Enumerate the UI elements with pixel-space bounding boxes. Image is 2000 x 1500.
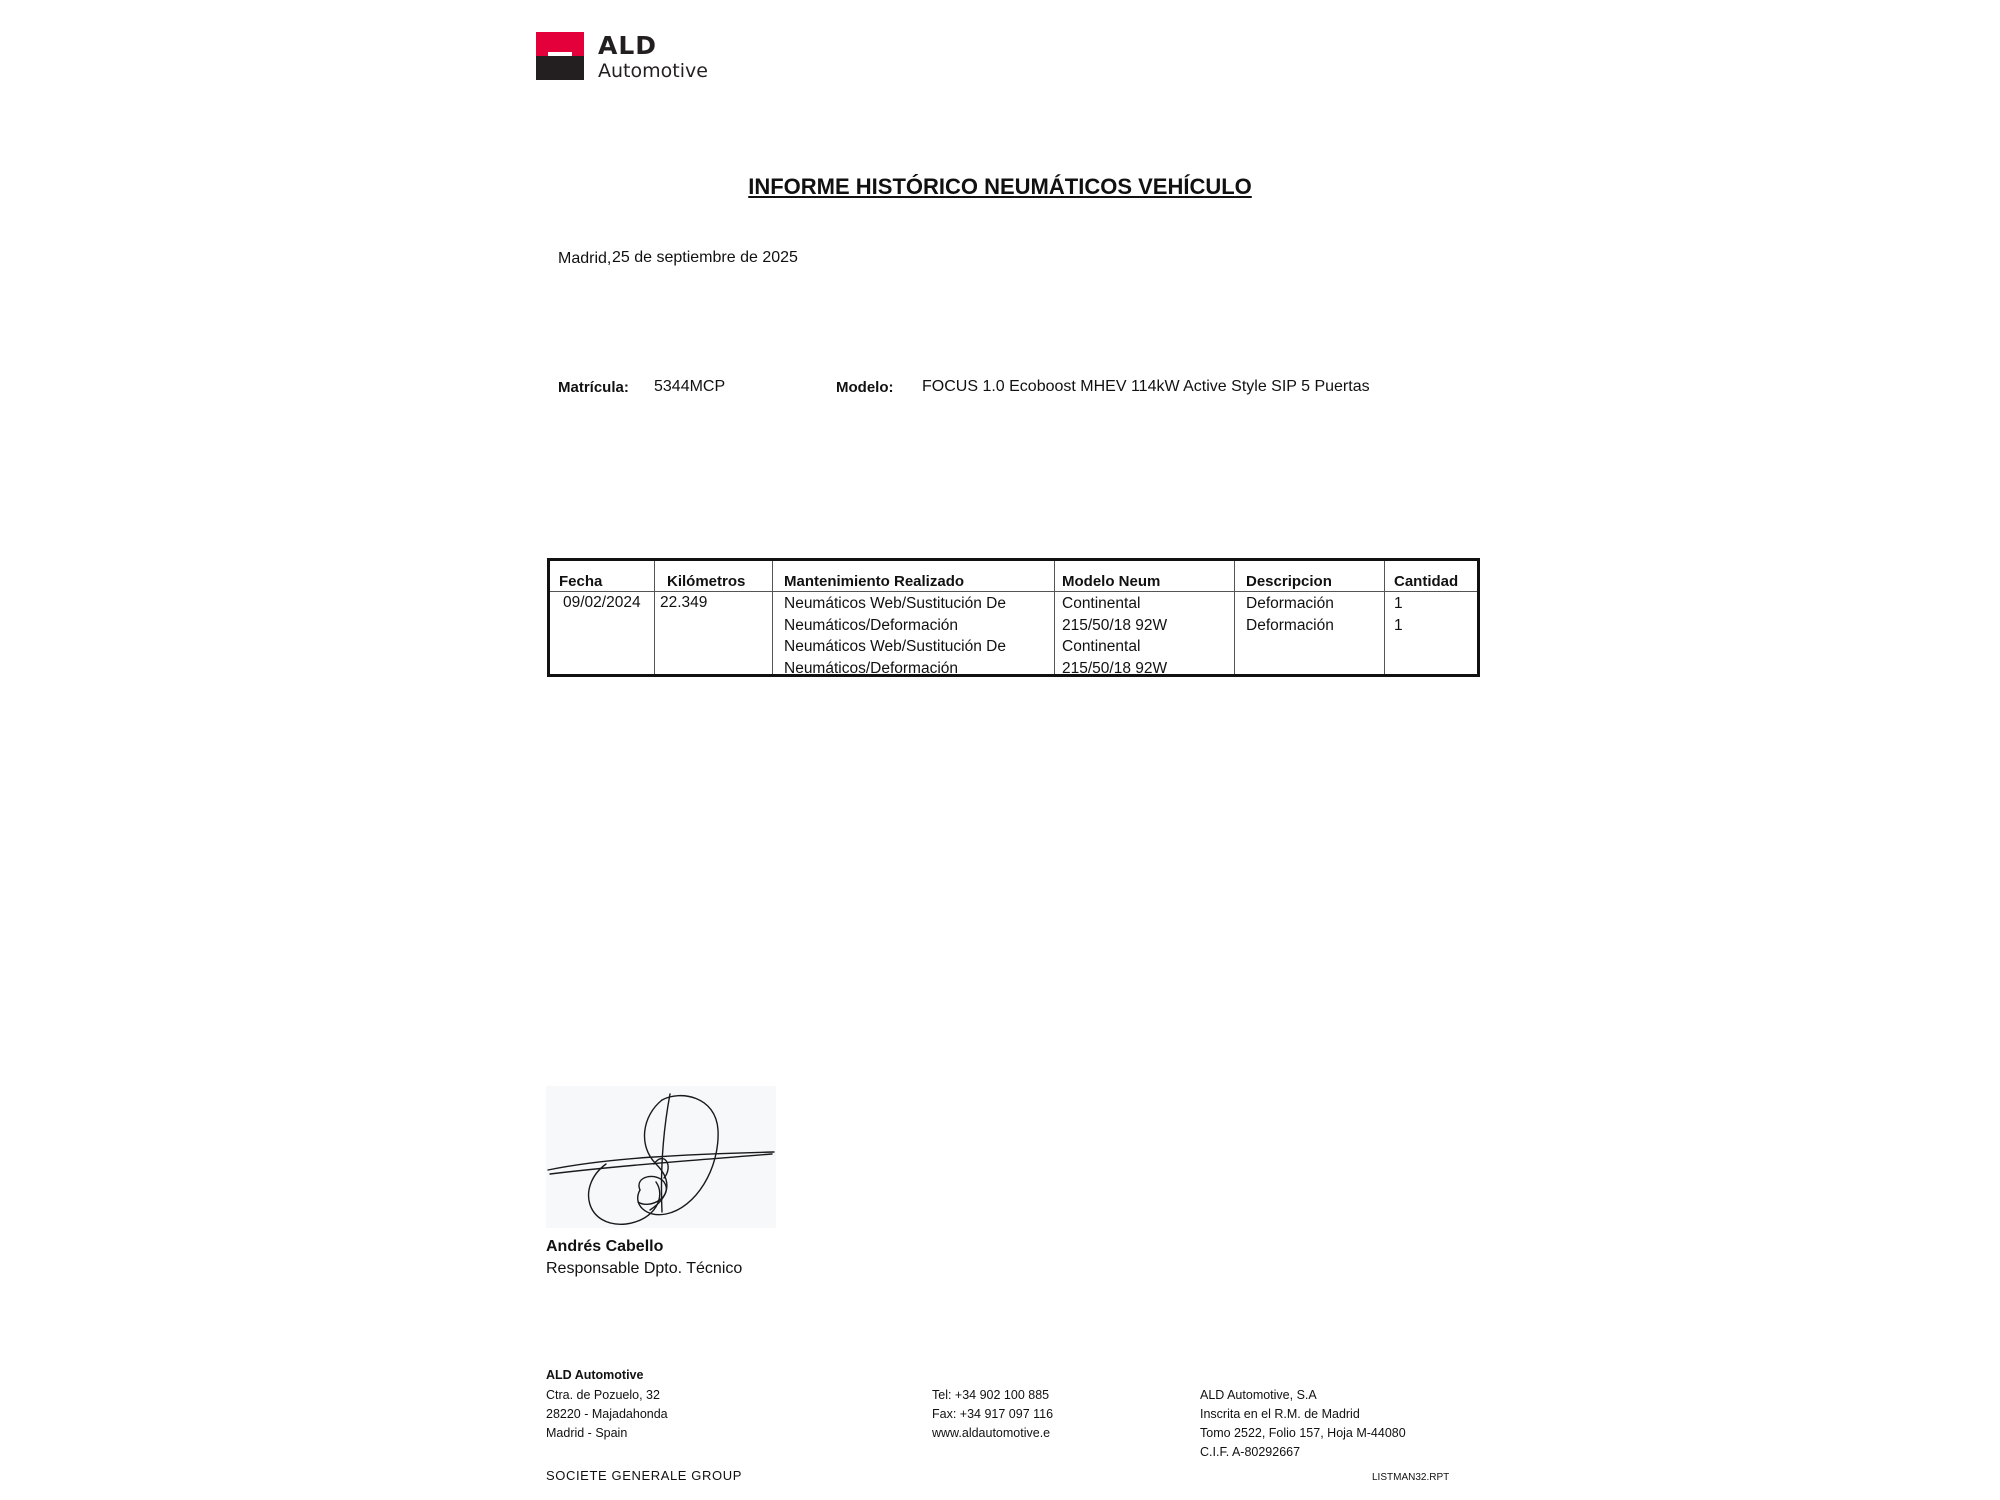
footer-phone: Tel: +34 902 100 885	[932, 1388, 1050, 1402]
logo-subtitle: Automotive	[598, 60, 708, 82]
footer-address-line: 28220 - Majadahonda	[546, 1407, 668, 1421]
handwritten-signature	[546, 1086, 776, 1228]
footer-legal-line: ALD Automotive, S.A	[1200, 1388, 1317, 1402]
maintenance-line: Neumáticos/Deformación	[784, 616, 959, 634]
footer-address-line: Madrid - Spain	[546, 1426, 628, 1440]
cell-tyre-model	[1062, 593, 1167, 679]
header-fecha: Fecha	[559, 573, 603, 590]
cell-description	[1246, 593, 1334, 636]
header-descripcion: Descripcion	[1246, 573, 1332, 590]
logo-name: ALD	[598, 31, 658, 60]
tyre-model-line: 215/50/18 92W	[1062, 616, 1168, 634]
cell-fecha: 09/02/2024	[563, 594, 641, 611]
footer-legal-line: C.I.F. A-80292667	[1200, 1445, 1301, 1459]
report-title: INFORME HISTÓRICO NEUMÁTICOS VEHÍCULO	[748, 174, 1252, 199]
header-cantidad: Cantidad	[1394, 573, 1459, 590]
cell-quantity	[1394, 593, 1403, 636]
maintenance-line: Neumáticos Web/Sustitución De	[784, 595, 1006, 612]
header-modelo-neum: Modelo Neum	[1062, 573, 1161, 590]
cell-km: 22.349	[660, 594, 708, 611]
quantity-line: 1	[1394, 595, 1403, 612]
model-value: FOCUS 1.0 Ecoboost MHEV 114kW Active Style SIP 5 Puertas	[922, 378, 1370, 395]
footer-address-line: Ctra. de Pozuelo, 32	[546, 1388, 660, 1402]
plate-label: Matrícula:	[558, 379, 629, 396]
tyre-model-line: Continental	[1062, 595, 1141, 612]
header-mantenimiento: Mantenimiento Realizado	[784, 573, 965, 590]
footer-company: ALD Automotive	[546, 1368, 644, 1382]
header-kilometros: Kilómetros	[667, 573, 746, 590]
maintenance-line: Neumáticos Web/Sustitución De	[784, 638, 1006, 655]
footer-legal-line: Inscrita en el R.M. de Madrid	[1200, 1407, 1360, 1421]
report-code: LISTMAN32.RPT	[1372, 1472, 1450, 1483]
footer-legal-line: Tomo 2522, Folio 157, Hoja M-44080	[1200, 1426, 1406, 1440]
cell-maintenance	[784, 593, 1006, 679]
report-place: Madrid,	[558, 250, 612, 267]
footer-contact	[932, 1386, 1053, 1443]
report-date: 25 de septiembre de 2025	[612, 249, 798, 266]
tyre-model-line: 215/50/18 92W	[1062, 659, 1168, 677]
footer-group-name: SOCIETE GENERALE GROUP	[546, 1468, 742, 1483]
tyre-history-table	[547, 558, 1480, 677]
signer-role: Responsable Dpto. Técnico	[546, 1260, 743, 1277]
model-label: Modelo:	[836, 379, 894, 396]
plate-value: 5344MCP	[654, 378, 726, 395]
ald-automotive-logo	[536, 32, 716, 84]
quantity-line: 1	[1394, 616, 1403, 634]
footer-website: www.aldautomotive.e	[932, 1426, 1051, 1440]
signer-name: Andrés Cabello	[546, 1238, 664, 1255]
footer-fax: Fax: +34 917 097 116	[932, 1407, 1054, 1421]
ald-logo-mark-icon	[536, 32, 584, 80]
tyre-model-line: Continental	[1062, 638, 1141, 655]
footer-legal	[1200, 1386, 1406, 1462]
footer-address	[546, 1386, 668, 1443]
maintenance-line: Neumáticos/Deformación	[784, 659, 959, 677]
description-line: Deformación	[1246, 595, 1334, 612]
description-line: Deformación	[1246, 616, 1334, 634]
